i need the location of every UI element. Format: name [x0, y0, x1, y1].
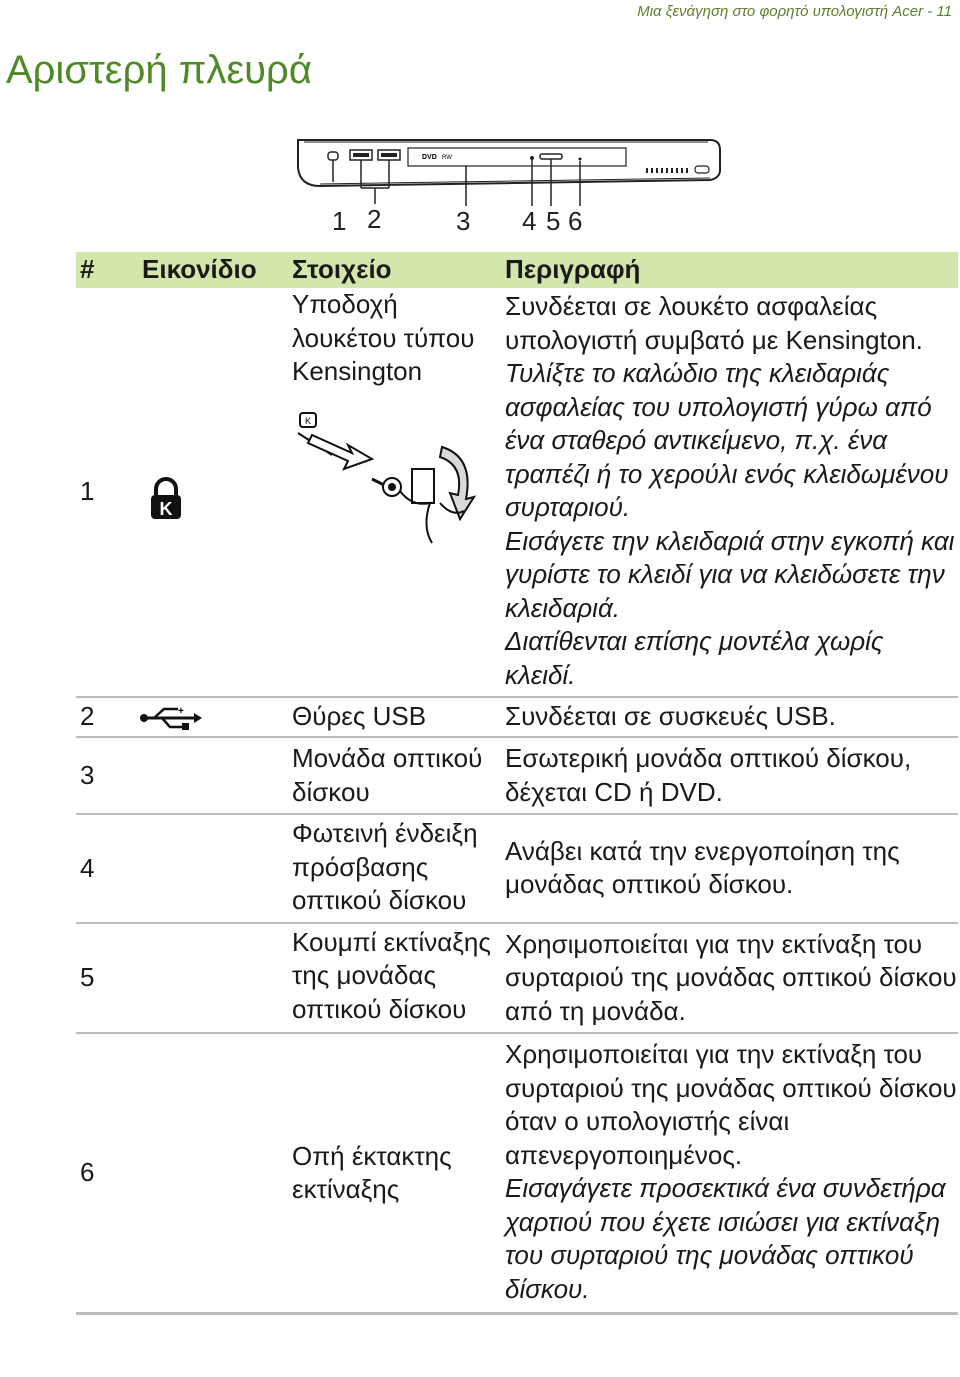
row-item: Οπή έκτακτης εκτίναξης — [292, 1033, 505, 1314]
rw-logo: RW — [442, 155, 452, 161]
callout-2: 2 — [367, 204, 382, 234]
row-number: 3 — [76, 737, 142, 814]
kensington-lock-icon — [146, 477, 186, 523]
header-num: # — [76, 252, 142, 288]
header-item: Στοιχείο — [292, 252, 505, 288]
row-number: 2 — [76, 697, 142, 737]
row-item: Θύρες USB — [292, 697, 505, 737]
row-item: Υποδοχή λουκέτου τύπου Kensington — [292, 289, 475, 386]
description-text: Συνδέεται σε λουκέτο ασφαλείας υπολογιστή συμβατό με Kensington. — [505, 291, 923, 355]
page-header: Μια ξενάγηση στο φορητό υπολογιστή Acer - 11 — [637, 3, 952, 20]
description-text-italic: Διατίθενται επίσης μοντέλα χωρίς κλειδί. — [505, 626, 884, 690]
kensington-slot — [328, 152, 338, 160]
eject-button — [540, 154, 562, 159]
description-text: Συνδέεται σε συσκευές USB. — [505, 701, 836, 732]
row-description — [505, 923, 958, 1034]
row-description — [505, 737, 958, 814]
description-text: Χρησιμοποιείται για την εκτίναξη του συρταριού της μονάδας οπτικού δίσκου από τη μονάδα. — [505, 928, 957, 1026]
callout-5: 5 — [546, 206, 561, 236]
description-text: Ανάβει κατά την ενεργοποίηση της μονάδας οπτικού δίσκου. — [505, 835, 900, 900]
description-text: Χρησιμοποιείται για την εκτίναξη του συρταριού της μονάδας οπτικού δίσκου όταν ο υπολογιστής είναι απενεργοποιημένος. — [505, 1039, 957, 1170]
callout-1: 1 — [332, 206, 347, 236]
table-row — [76, 814, 958, 923]
optical-drive — [408, 148, 626, 166]
laptop-left-side-illustration — [290, 128, 730, 238]
table-row — [76, 697, 958, 737]
table-row — [76, 288, 958, 697]
callout-4: 4 — [522, 206, 537, 236]
row-description — [505, 1033, 958, 1314]
row-item: Κουμπί εκτίναξης της μονάδας οπτικού δίσκου — [292, 923, 505, 1034]
description-text-italic: Εισάγετε την κλειδαριά στην εγκοπή και γυρίστε το κλειδί για να κλειδώσετε την κλειδαριά. — [505, 525, 955, 623]
row-description — [505, 697, 958, 737]
table-row — [76, 923, 958, 1034]
callout-3: 3 — [456, 206, 471, 236]
table-row — [76, 737, 958, 814]
row-item: Μονάδα οπτικού δίσκου — [292, 737, 505, 814]
svg-text:K: K — [304, 415, 312, 426]
kensington-lock-usage-illustration — [292, 407, 477, 547]
emergency-eject-hole — [579, 158, 582, 161]
section-title: Αριστερή πλευρά — [6, 48, 312, 92]
svg-text:K: K — [159, 498, 173, 519]
description-text-italic: Τυλίξτε το καλώδιο της κλειδαριάς ασφαλείας του υπολογιστή γύρω από ένα σταθερό αντικείμενο, π.χ. ένα τραπέζι ή το χερούλι ενός κλειδωμένου συρταριού. — [505, 358, 949, 522]
row-number: 1 — [76, 288, 142, 697]
row-description — [505, 814, 958, 923]
svg-text:+: + — [178, 706, 184, 718]
header-description: Περιγραφή — [505, 252, 958, 288]
callout-6: 6 — [568, 206, 583, 236]
row-description — [505, 288, 958, 697]
description-text: Εσωτερική μονάδα οπτικού δίσκου, δέχεται CD ή DVD. — [505, 743, 912, 807]
row-number: 6 — [76, 1033, 142, 1314]
components-table — [76, 252, 958, 1315]
row-item: Φωτεινή ένδειξη πρόσβασης οπτικού δίσκου — [292, 814, 505, 923]
table-row — [76, 1033, 958, 1314]
description-text-italic: Εισαγάγετε προσεκτικά ένα συνδετήρα χαρτιού που έχετε ισιώσει για εκτίναξη του συρταριού της μονάδας οπτικού δίσκου. — [505, 1173, 946, 1304]
table-header-row — [76, 252, 958, 288]
drive-led — [530, 156, 534, 160]
row-number: 5 — [76, 923, 142, 1034]
header-icon: Εικονίδιο — [142, 252, 292, 288]
usb-icon — [138, 705, 204, 731]
dvd-logo: DVD — [422, 154, 437, 161]
row-number: 4 — [76, 814, 142, 923]
